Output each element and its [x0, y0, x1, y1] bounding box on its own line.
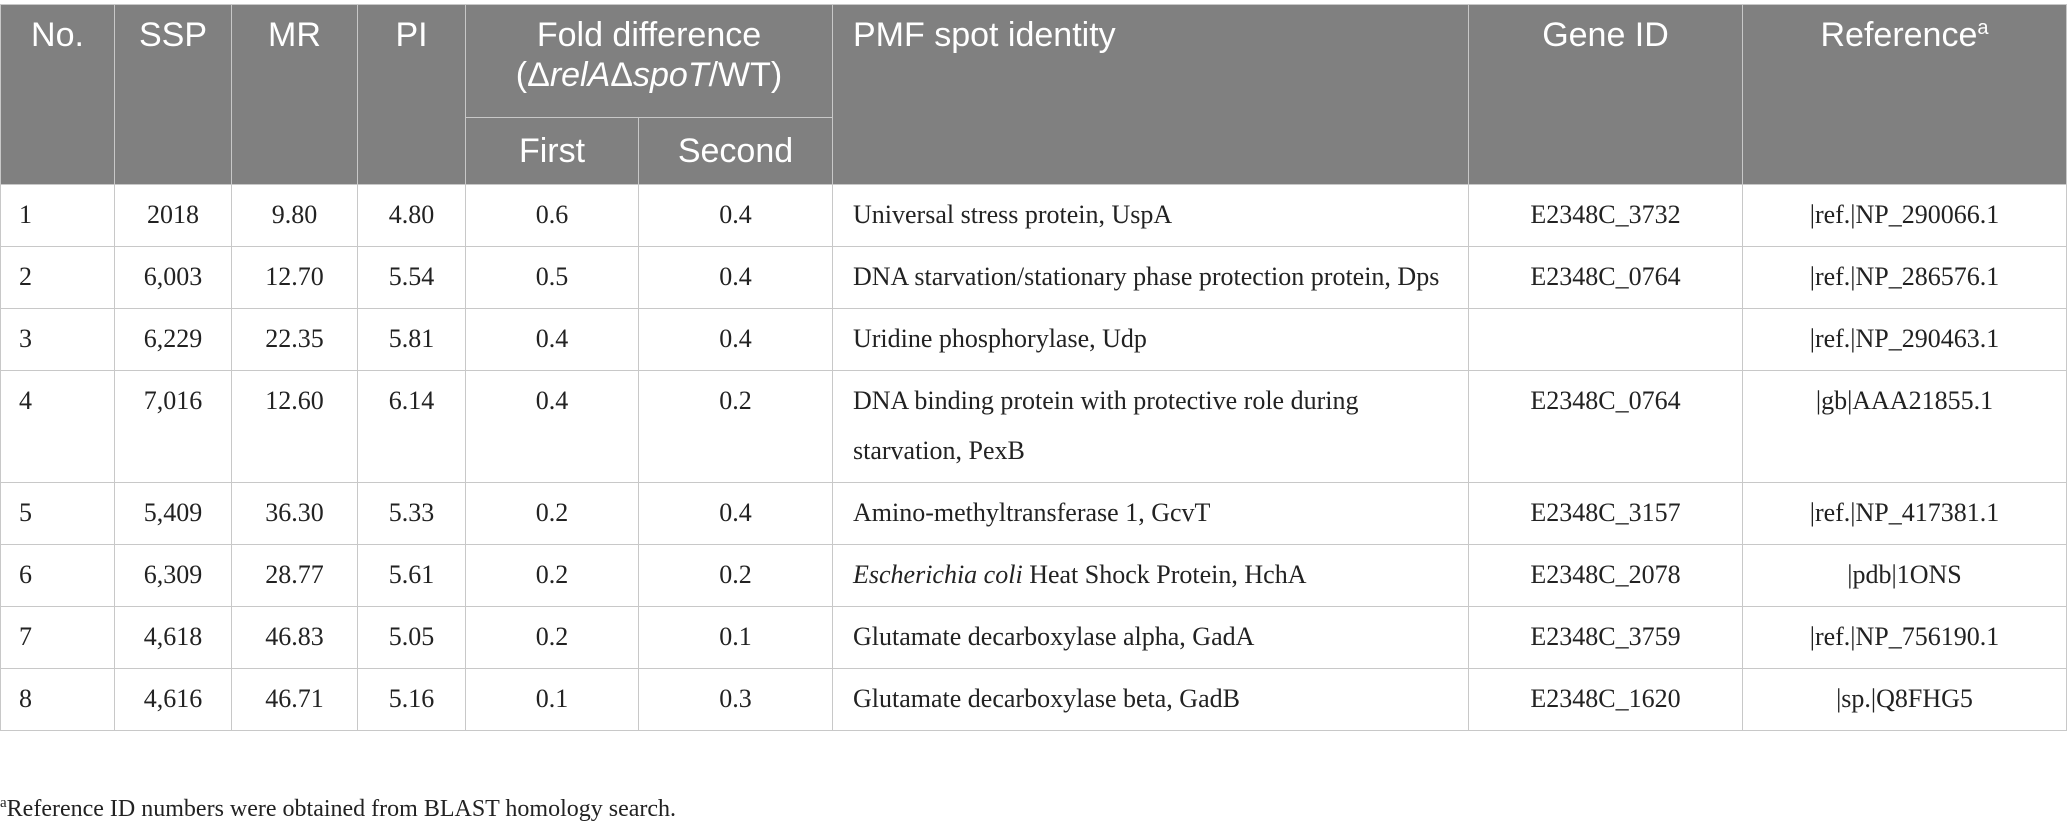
fold-delta: Δ — [610, 56, 633, 94]
table-row — [1, 607, 2067, 669]
cell-gene-id: E2348C_3732 — [1469, 185, 1743, 247]
reference-footnote-mark: a — [1977, 17, 1989, 39]
cell-reference: |ref.|NP_290463.1 — [1743, 309, 2067, 371]
cell-pi: 5.81 — [358, 309, 466, 371]
cell-gene-id: E2348C_3157 — [1469, 483, 1743, 545]
cell-pmf-text: Amino-methyltransferase 1, GcvT — [853, 498, 1211, 527]
header-fold-difference — [466, 5, 833, 118]
cell-ssp: 4,616 — [115, 669, 232, 731]
cell-pmf-text: Heat Shock Protein, HchA — [1022, 560, 1307, 589]
table-row — [1, 185, 2067, 247]
header-ssp: SSP — [115, 5, 232, 185]
cell-first: 0.6 — [466, 185, 639, 247]
cell-pmf-text: DNA starvation/stationary phase protection protein, Dps — [853, 262, 1440, 291]
cell-gene-id: E2348C_0764 — [1469, 371, 1743, 483]
cell-pmf-text: DNA binding protein with protective role during starvation, PexB — [853, 386, 1359, 465]
cell-pmf-text: Uridine phosphorylase, Udp — [853, 324, 1147, 353]
cell-first: 0.2 — [466, 607, 639, 669]
cell-ssp: 4,618 — [115, 607, 232, 669]
cell-no: 1 — [1, 185, 115, 247]
footnote-text: Reference ID numbers were obtained from BLAST homology search. — [6, 796, 677, 822]
cell-pmf-text: Glutamate decarboxylase beta, GadB — [853, 684, 1240, 713]
fold-relA: relA — [549, 56, 611, 94]
cell-pi: 4.80 — [358, 185, 466, 247]
cell-mr: 28.77 — [232, 545, 358, 607]
cell-ssp: 6,003 — [115, 247, 232, 309]
cell-ssp: 2018 — [115, 185, 232, 247]
table-row — [1, 247, 2067, 309]
footnote-mark: a — [0, 795, 7, 811]
cell-pi: 5.33 — [358, 483, 466, 545]
header-pmf-spot-identity: PMF spot identity — [833, 5, 1469, 185]
cell-mr: 9.80 — [232, 185, 358, 247]
cell-second: 0.2 — [639, 371, 833, 483]
header-first: First — [466, 118, 639, 185]
cell-pmf-spot-identity — [833, 185, 1469, 247]
cell-second: 0.1 — [639, 607, 833, 669]
cell-pmf-spot-identity — [833, 483, 1469, 545]
cell-gene-id: E2348C_3759 — [1469, 607, 1743, 669]
table-row — [1, 545, 2067, 607]
cell-reference: |pdb|1ONS — [1743, 545, 2067, 607]
cell-pmf-spot-identity — [833, 669, 1469, 731]
fold-title: Fold difference — [536, 16, 762, 54]
cell-pi: 5.05 — [358, 607, 466, 669]
cell-mr: 12.70 — [232, 247, 358, 309]
header-second: Second — [639, 118, 833, 185]
cell-pmf-spot-identity — [833, 607, 1469, 669]
cell-first: 0.2 — [466, 545, 639, 607]
cell-pmf-spot-identity — [833, 309, 1469, 371]
fold-post: /WT) — [708, 56, 783, 94]
table-body — [1, 185, 2067, 731]
cell-first: 0.4 — [466, 309, 639, 371]
fold-spoT: spoT — [633, 56, 709, 94]
cell-mr: 36.30 — [232, 483, 358, 545]
table-row — [1, 309, 2067, 371]
cell-second: 0.4 — [639, 309, 833, 371]
cell-ssp: 7,016 — [115, 371, 232, 483]
cell-reference: |ref.|NP_290066.1 — [1743, 185, 2067, 247]
cell-pmf-spot-identity — [833, 545, 1469, 607]
cell-first: 0.1 — [466, 669, 639, 731]
cell-reference: |ref.|NP_756190.1 — [1743, 607, 2067, 669]
table-row — [1, 371, 2067, 483]
cell-first: 0.5 — [466, 247, 639, 309]
cell-gene-id — [1469, 309, 1743, 371]
cell-no: 8 — [1, 669, 115, 731]
cell-reference: |ref.|NP_286576.1 — [1743, 247, 2067, 309]
cell-no: 3 — [1, 309, 115, 371]
header-mr: MR — [232, 5, 358, 185]
protein-table — [0, 4, 2067, 731]
cell-pmf-text: Universal stress protein, UspA — [853, 200, 1173, 229]
cell-second: 0.4 — [639, 247, 833, 309]
table-footnote — [0, 796, 676, 823]
cell-ssp: 6,309 — [115, 545, 232, 607]
cell-first: 0.2 — [466, 483, 639, 545]
cell-mr: 46.71 — [232, 669, 358, 731]
cell-reference: |ref.|NP_417381.1 — [1743, 483, 2067, 545]
reference-label: Reference — [1820, 16, 1978, 54]
cell-gene-id: E2348C_1620 — [1469, 669, 1743, 731]
cell-pmf-species: Escherichia coli — [853, 560, 1023, 589]
header-reference — [1743, 5, 2067, 185]
cell-reference: |sp.|Q8FHG5 — [1743, 669, 2067, 731]
cell-pi: 6.14 — [358, 371, 466, 483]
cell-mr: 12.60 — [232, 371, 358, 483]
cell-pmf-spot-identity — [833, 247, 1469, 309]
cell-pmf-spot-identity — [833, 371, 1469, 483]
cell-second: 0.2 — [639, 545, 833, 607]
cell-pi: 5.61 — [358, 545, 466, 607]
cell-second: 0.3 — [639, 669, 833, 731]
header-no: No. — [1, 5, 115, 185]
table-row — [1, 483, 2067, 545]
table-row — [1, 669, 2067, 731]
header-pi: PI — [358, 5, 466, 185]
cell-pmf-text: Glutamate decarboxylase alpha, GadA — [853, 622, 1255, 651]
cell-no: 4 — [1, 371, 115, 483]
cell-gene-id: E2348C_2078 — [1469, 545, 1743, 607]
cell-ssp: 5,409 — [115, 483, 232, 545]
cell-gene-id: E2348C_0764 — [1469, 247, 1743, 309]
cell-no: 6 — [1, 545, 115, 607]
cell-pi: 5.54 — [358, 247, 466, 309]
table-header — [1, 5, 2067, 185]
cell-first: 0.4 — [466, 371, 639, 483]
cell-mr: 46.83 — [232, 607, 358, 669]
cell-pi: 5.16 — [358, 669, 466, 731]
cell-no: 2 — [1, 247, 115, 309]
cell-no: 7 — [1, 607, 115, 669]
cell-second: 0.4 — [639, 483, 833, 545]
header-gene-id: Gene ID — [1469, 5, 1743, 185]
cell-reference: |gb|AAA21855.1 — [1743, 371, 2067, 483]
cell-no: 5 — [1, 483, 115, 545]
cell-ssp: 6,229 — [115, 309, 232, 371]
fold-pre: (Δ — [515, 56, 550, 94]
cell-second: 0.4 — [639, 185, 833, 247]
cell-mr: 22.35 — [232, 309, 358, 371]
